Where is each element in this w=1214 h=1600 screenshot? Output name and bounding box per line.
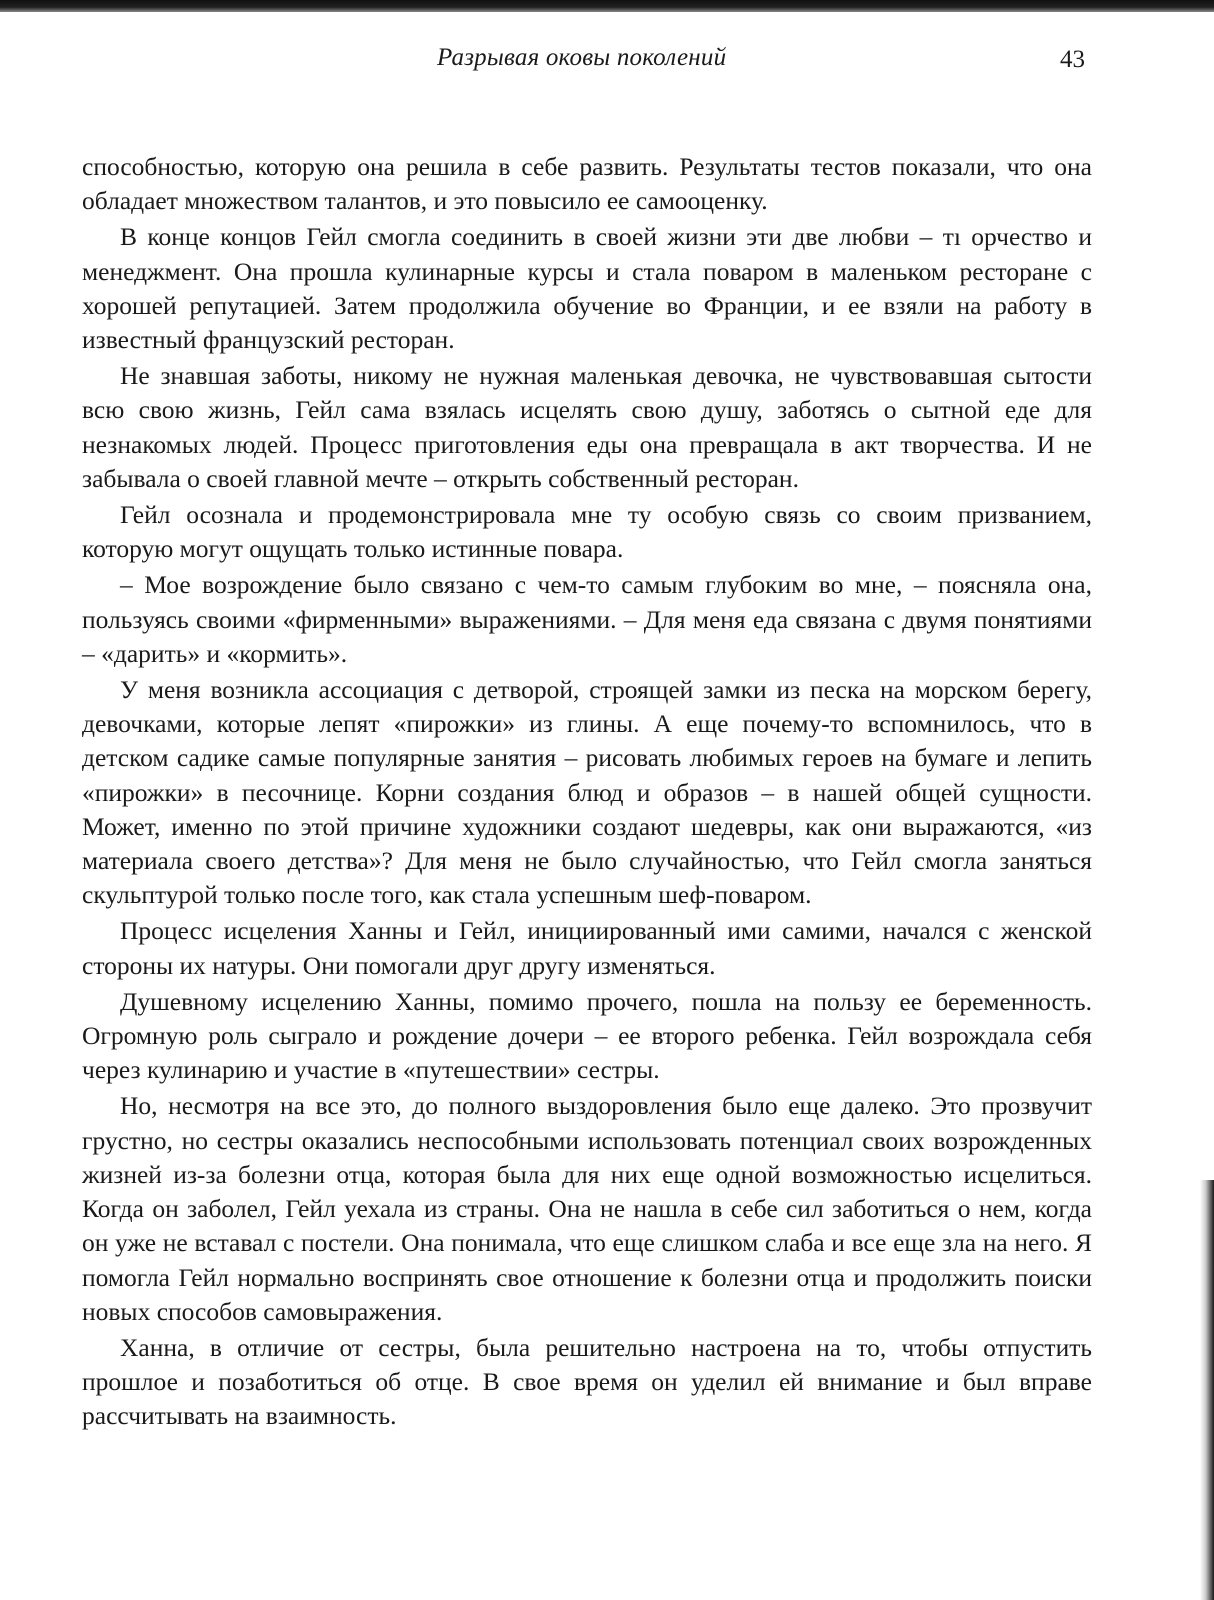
paragraph-10: Ханна, в отличие от сестры, была решительно настроена на то, чтобы отпустить прошлое и позаботиться об отце. В свое время он уделил ей внимание и был вправе рассчитывать на взаимность.: [82, 1332, 1092, 1431]
paragraph-4: Гейл осознала и продемонстрировала мне ту особую связь со своим призванием, которую могут ощущать только истинные повара.: [82, 500, 1092, 564]
scan-right-shadow: [1200, 1180, 1214, 1600]
scan-top-edge: [0, 0, 1214, 12]
paragraph-3: Не знавшая заботы, никому не нужная маленькая девочка, не чувствовавшая сытости всю свою жизнь, Гейл сама взялась исцелять свою душу, заботясь о сытной еде для незнакомых людей. Процесс приготовления еды она превращала в акт творчества. И не забывала о своей главной мечте – открыть собственный ресторан.: [82, 361, 1092, 493]
paragraph-6: У меня возникла ассоциация с детворой, строящей замки из песка на морском берегу, девочками, которые лепят «пирожки» из глины. А еще почему-то вспомнилось, что в детском садике самые популярные занятия – рисовать любимых героев на бумаге и лепить «пирожки» в песочнице. Корни создания блюд и образов – в нашей общей сущности. Может, именно по этой причине художники создают шедевры, как они выражаются, «из материала своего детства»? Для меня не было случайностью, что Гейл смогла заняться скульптурой только после того, как стала успешным шеф-поваром.: [82, 675, 1092, 910]
paragraph-5: – Мое возрождение было связано с чем-то самым глубоким во мне, – поясняла она, пользуясь своими «фирменными» выражениями. – Для меня еда связана с двумя понятиями – «дарить» и «кормить».: [82, 570, 1092, 668]
paragraph-1: способностью, которую она решила в себе развить. Результаты тестов показали, что она обладает множеством талантов, и это повысило ее самооценку.: [82, 152, 1092, 216]
paragraph-2: В конце концов Гейл смогла соединить в своей жизни эти две любви – тı орчество и менеджмент. Она прошла кулинарные курсы и стала поваром в маленьком ресторане с хорошей репутацией. Затем продолжила обучение во Франции, и ее взяли на работу в известный французский ресторан.: [82, 222, 1092, 355]
running-title: Разрывая оковы поколений: [437, 44, 727, 71]
paragraph-8: Душевному исцелению Ханны, помимо прочего, пошла на пользу ее беременность. Огромную роль сыграло и рождение дочери – ее второго ребенка. Гейл возрождала себя через кулинарию и участие в «путешествии» сестры.: [82, 986, 1092, 1085]
paragraph-7: Процесс исцеления Ханны и Гейл, инициированный ими самими, начался с женской стороны их натуры. Они помогали друг другу изменяться.: [82, 916, 1092, 980]
paragraph-9: Но, несмотря на все это, до полного выздоровления было еще далеко. Это прозвучит грустно, но сестры оказались неспособными использовать потенциал своих возрожденных жизней из-за болезни отца, которая была для них еще одной возможностью исцелиться. Когда он заболел, Гейл уехала из страны. Она не нашла в себе сил заботиться о нем, когда он уже не вставал с постели. Она понимала, что еще слишком слаба и все еще зла на него. Я помогла Гейл нормально воспринять свое отношение к болезни отца и продолжить поиски новых способов самовыражения.: [82, 1091, 1092, 1326]
running-head: [0, 44, 1214, 84]
page-number: 43: [1060, 46, 1085, 73]
text-body: [82, 150, 1092, 1434]
